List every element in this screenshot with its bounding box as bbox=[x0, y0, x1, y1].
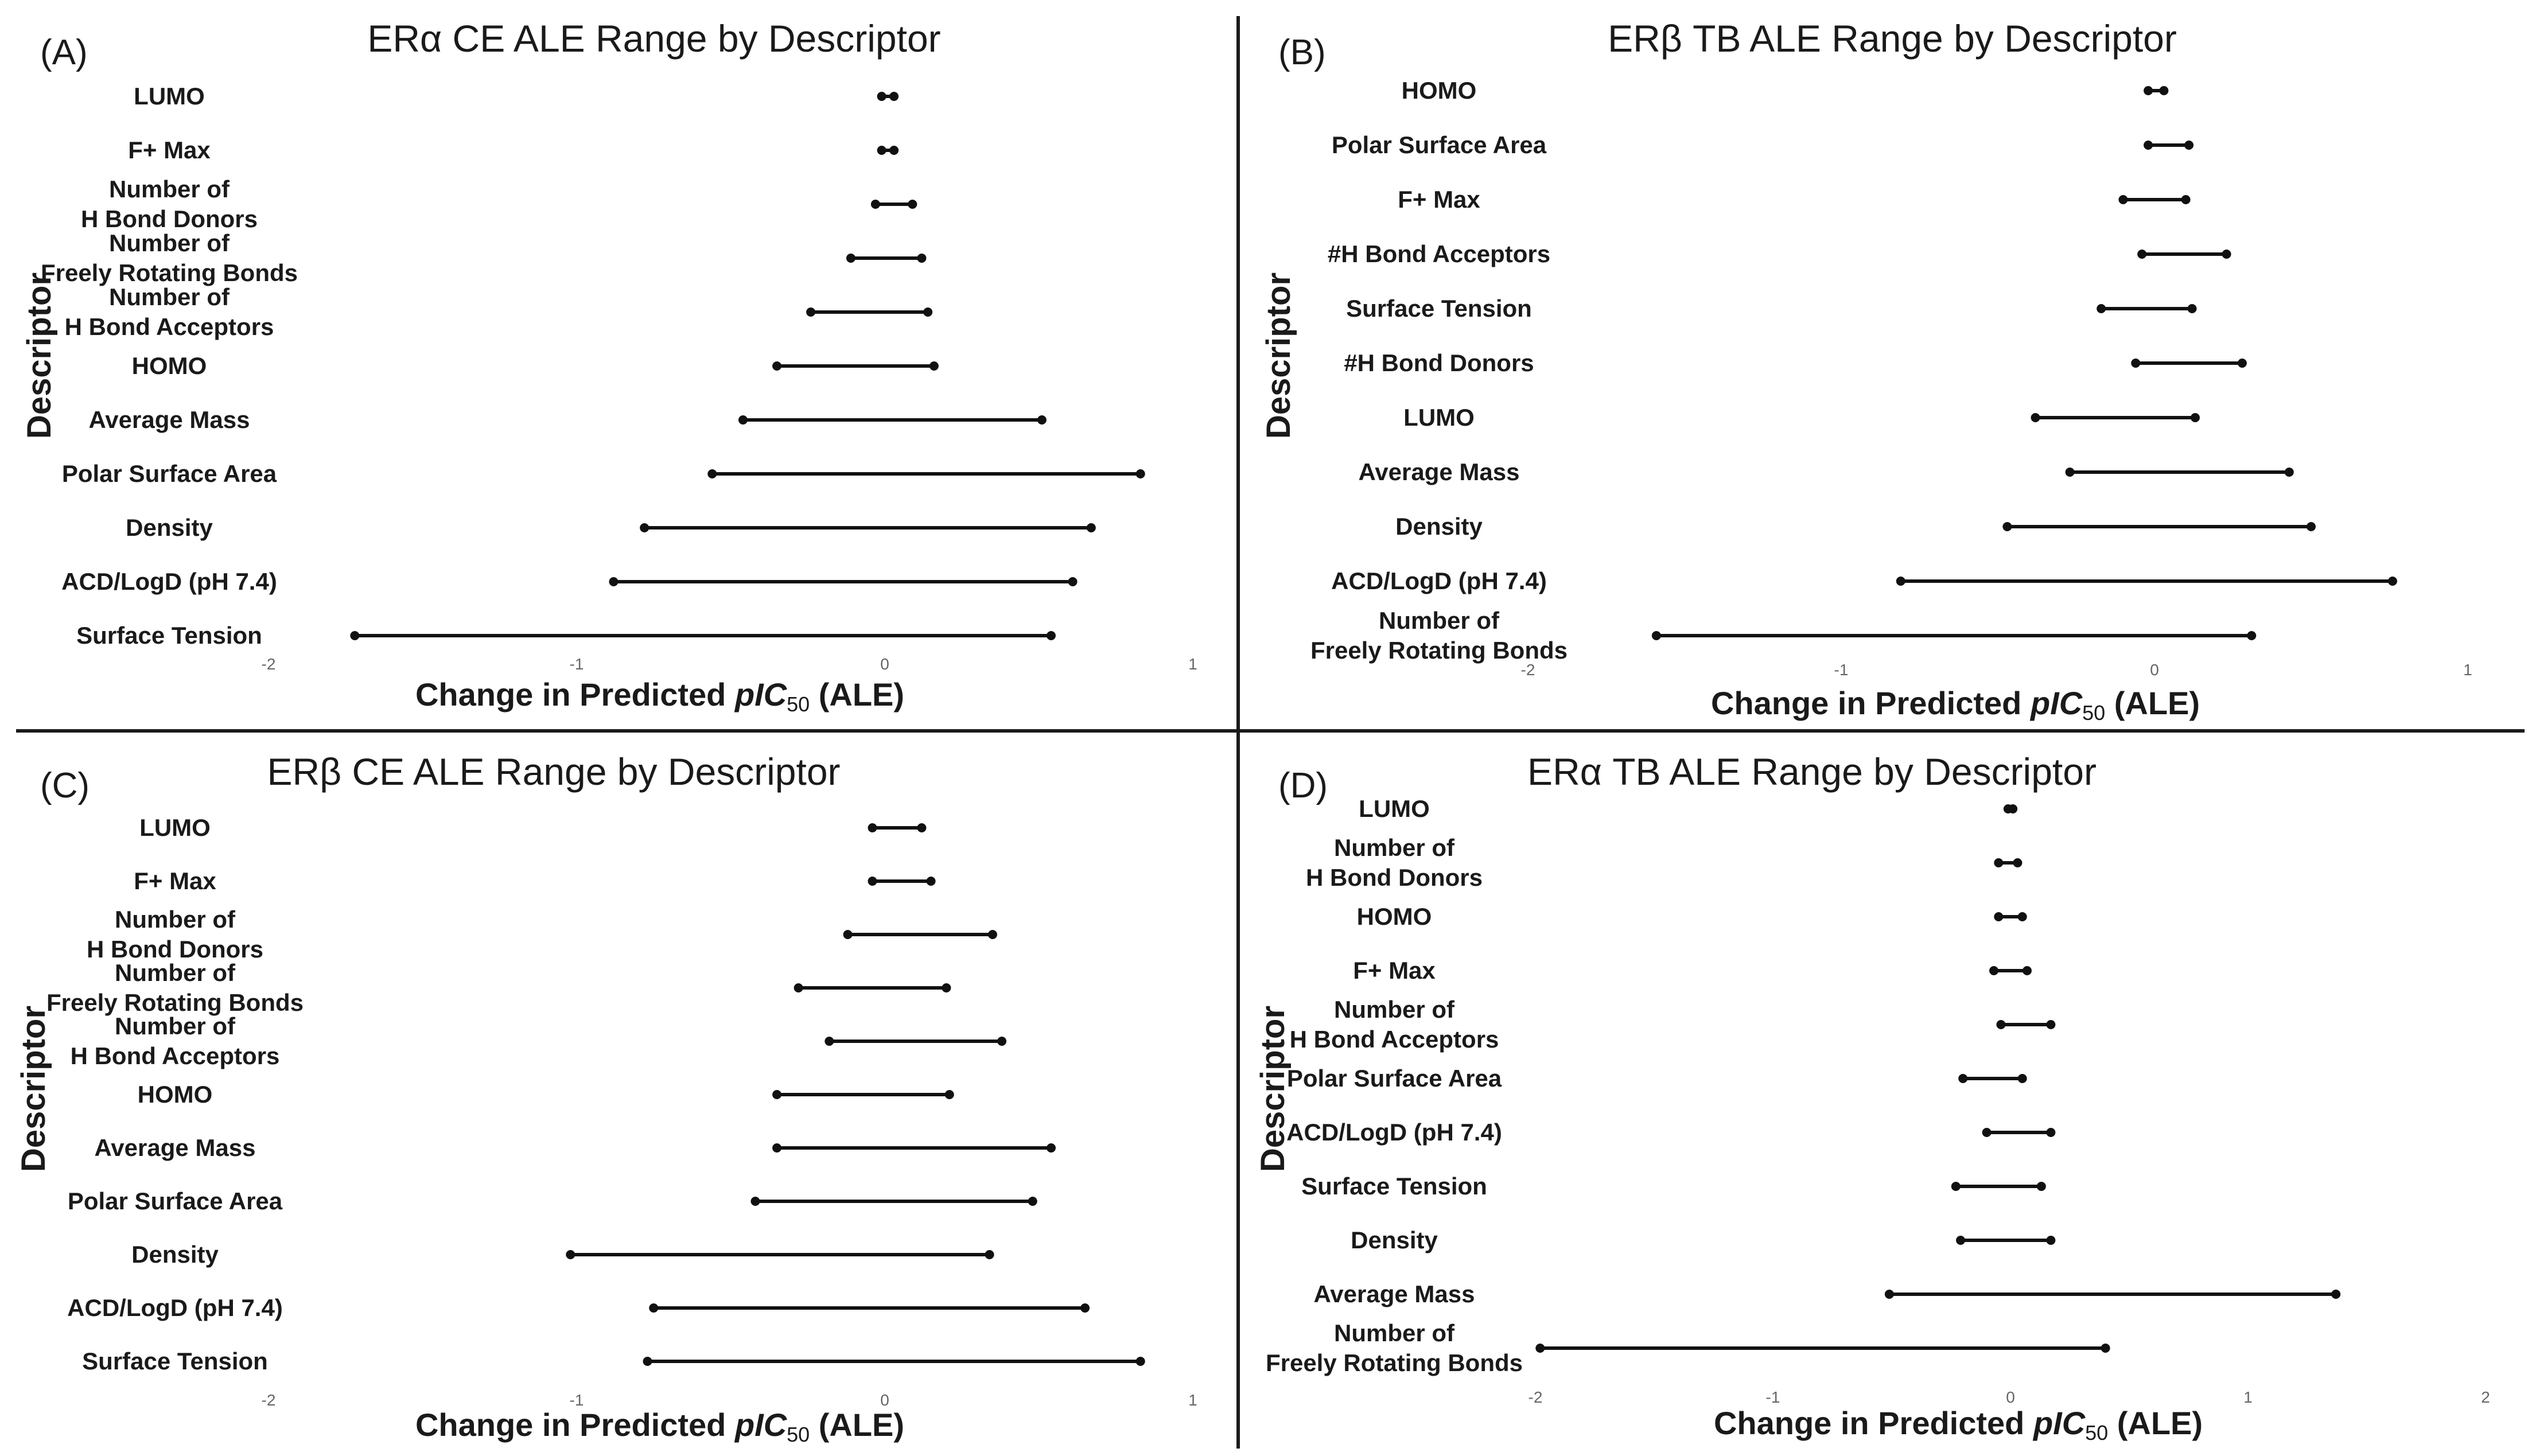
category-label: LUMO bbox=[134, 83, 205, 110]
range-min-point bbox=[1956, 1236, 1965, 1245]
range-min-point bbox=[868, 877, 877, 886]
range-min-point bbox=[2144, 86, 2153, 95]
x-tick-label: -1 bbox=[569, 655, 584, 673]
x-axis-title: Change in Predicted pIC50 (ALE) bbox=[1713, 1405, 2203, 1445]
range-max-point bbox=[889, 92, 899, 101]
category-label: Density bbox=[126, 514, 213, 541]
range-min-point bbox=[871, 200, 880, 209]
range-max-point bbox=[2191, 413, 2200, 422]
range-min-point bbox=[707, 469, 717, 478]
panel-letter: (A) bbox=[40, 33, 88, 72]
category-label: HOMO bbox=[131, 352, 207, 379]
category-label: Average Mass bbox=[1358, 458, 1520, 485]
range-min-point bbox=[2144, 141, 2153, 150]
range-min-point bbox=[2118, 195, 2128, 204]
category-label: Polar Surface Area bbox=[67, 1188, 283, 1214]
range-min-point bbox=[2131, 359, 2140, 368]
range-max-point bbox=[1028, 1197, 1037, 1206]
range-min-point bbox=[1958, 1074, 1967, 1083]
category-label: Average Mass bbox=[88, 406, 250, 433]
category-label: Polar Surface Area bbox=[1331, 131, 1547, 158]
range-max-point bbox=[917, 254, 926, 263]
range-min-point bbox=[1896, 577, 1905, 586]
range-max-point bbox=[1136, 1357, 1145, 1366]
x-axis-title: Change in Predicted pIC50 (ALE) bbox=[415, 676, 905, 716]
range-min-point bbox=[1982, 1128, 1992, 1137]
panel-letter: (C) bbox=[40, 766, 90, 805]
x-tick-label: 0 bbox=[2006, 1388, 2015, 1406]
range-min-point bbox=[772, 1143, 781, 1153]
range-min-point bbox=[843, 930, 853, 939]
range-max-point bbox=[2181, 195, 2191, 204]
category-label: HOMO bbox=[1356, 903, 1432, 930]
range-min-point bbox=[1994, 912, 2003, 921]
range-max-point bbox=[945, 1090, 954, 1099]
category-label: F+ Max bbox=[1353, 957, 1436, 984]
category-label: Average Mass bbox=[94, 1134, 256, 1161]
range-min-point bbox=[2031, 413, 2040, 422]
category-label: LUMO bbox=[139, 814, 211, 841]
range-max-point bbox=[929, 361, 939, 371]
range-min-point bbox=[877, 146, 886, 155]
range-max-point bbox=[2046, 1236, 2055, 1245]
x-tick-label: 1 bbox=[1188, 1391, 1197, 1409]
x-tick-label: -2 bbox=[1528, 1388, 1543, 1406]
category-label: Surface Tension bbox=[76, 622, 262, 649]
category-label: HOMO bbox=[1401, 77, 1477, 104]
x-tick-label: -2 bbox=[261, 1391, 276, 1409]
range-min-point bbox=[846, 254, 855, 263]
category-label: Polar Surface Area bbox=[61, 460, 277, 487]
range-min-point bbox=[806, 307, 815, 317]
range-max-point bbox=[917, 823, 926, 832]
range-max-point bbox=[2013, 858, 2022, 867]
x-axis-title: Change in Predicted pIC50 (ALE) bbox=[1710, 685, 2200, 725]
range-max-point bbox=[997, 1037, 1006, 1046]
range-min-point bbox=[1652, 631, 1661, 640]
panel-letter: (B) bbox=[1278, 33, 1326, 72]
x-tick-label: 1 bbox=[2243, 1388, 2253, 1406]
category-label: Number of H Bond Donors bbox=[81, 176, 258, 232]
range-max-point bbox=[889, 146, 899, 155]
category-label: Number of Freely Rotating Bonds bbox=[1265, 1319, 1523, 1376]
category-label: Number of H Bond Acceptors bbox=[64, 283, 274, 340]
x-tick-label: 0 bbox=[2150, 661, 2159, 679]
category-label: Number of Freely Rotating Bonds bbox=[1310, 607, 1568, 664]
range-min-point bbox=[1989, 966, 1998, 975]
category-label: ACD/LogD (pH 7.4) bbox=[1286, 1119, 1502, 1146]
range-max-point bbox=[2307, 522, 2316, 531]
range-min-point bbox=[772, 361, 781, 371]
category-label: Number of H Bond Acceptors bbox=[70, 1013, 280, 1069]
category-label: Density bbox=[131, 1241, 219, 1268]
panel-title: ERβ TB ALE Range by Descriptor bbox=[1608, 17, 2177, 60]
range-max-point bbox=[2046, 1020, 2055, 1029]
range-max-point bbox=[1136, 469, 1145, 478]
range-min-point bbox=[868, 823, 877, 832]
range-min-point bbox=[1996, 1020, 2005, 1029]
panel-title: ERα CE ALE Range by Descriptor bbox=[367, 17, 941, 60]
category-label: Number of H Bond Donors bbox=[87, 906, 263, 963]
range-min-point bbox=[1885, 1290, 1894, 1299]
panel-title: ERα TB ALE Range by Descriptor bbox=[1527, 750, 2097, 793]
range-min-point bbox=[2097, 304, 2106, 313]
range-min-point bbox=[750, 1197, 760, 1206]
category-label: ACD/LogD (pH 7.4) bbox=[61, 568, 277, 595]
range-min-point bbox=[824, 1037, 834, 1046]
range-max-point bbox=[2184, 141, 2193, 150]
x-tick-label: -1 bbox=[569, 1391, 584, 1409]
category-label: HOMO bbox=[137, 1081, 213, 1108]
range-max-point bbox=[2037, 1182, 2046, 1191]
range-max-point bbox=[2008, 804, 2017, 813]
x-tick-label: 0 bbox=[880, 655, 889, 673]
range-max-point bbox=[2285, 468, 2294, 477]
range-min-point bbox=[643, 1357, 652, 1366]
range-min-point bbox=[640, 523, 649, 532]
range-max-point bbox=[2046, 1128, 2055, 1137]
category-label: ACD/LogD (pH 7.4) bbox=[67, 1294, 283, 1321]
range-max-point bbox=[1047, 1143, 1056, 1153]
range-min-point bbox=[649, 1303, 658, 1313]
range-max-point bbox=[988, 930, 997, 939]
category-label: LUMO bbox=[1359, 795, 1430, 822]
range-min-point bbox=[609, 577, 618, 586]
category-label: #H Bond Acceptors bbox=[1327, 240, 1551, 267]
range-min-point bbox=[772, 1090, 781, 1099]
x-axis-title: Change in Predicted pIC50 (ALE) bbox=[415, 1407, 905, 1446]
range-max-point bbox=[2159, 86, 2168, 95]
range-min-point bbox=[1951, 1182, 1961, 1191]
panel-letter: (D) bbox=[1278, 766, 1328, 805]
range-max-point bbox=[1080, 1303, 1090, 1313]
category-label: Surface Tension bbox=[82, 1348, 268, 1375]
category-label: Density bbox=[1351, 1227, 1438, 1253]
range-max-point bbox=[2188, 304, 2197, 313]
category-label: Number of H Bond Donors bbox=[1306, 834, 1483, 891]
category-label: Average Mass bbox=[1313, 1280, 1475, 1307]
y-axis-title: Descriptor bbox=[1254, 1005, 1292, 1173]
range-min-point bbox=[350, 631, 359, 640]
range-max-point bbox=[923, 307, 932, 317]
category-label: #H Bond Donors bbox=[1344, 349, 1534, 376]
range-max-point bbox=[2388, 577, 2397, 586]
range-min-point bbox=[566, 1250, 575, 1259]
category-label: ACD/LogD (pH 7.4) bbox=[1331, 567, 1547, 594]
x-tick-label: -2 bbox=[261, 655, 276, 673]
range-min-point bbox=[1535, 1344, 1545, 1353]
range-max-point bbox=[2331, 1290, 2340, 1299]
range-max-point bbox=[1068, 577, 1078, 586]
range-min-point bbox=[2066, 468, 2075, 477]
range-min-point bbox=[2002, 522, 2012, 531]
x-tick-label: 0 bbox=[880, 1391, 889, 1409]
range-max-point bbox=[2101, 1344, 2110, 1353]
x-tick-label: -1 bbox=[1765, 1388, 1780, 1406]
range-min-point bbox=[2137, 250, 2146, 259]
range-max-point bbox=[2222, 250, 2231, 259]
x-tick-label: 1 bbox=[2463, 661, 2472, 679]
range-max-point bbox=[927, 877, 936, 886]
category-label: F+ Max bbox=[128, 137, 211, 163]
range-max-point bbox=[942, 983, 951, 992]
range-max-point bbox=[908, 200, 917, 209]
category-label: Density bbox=[1395, 513, 1483, 540]
category-label: F+ Max bbox=[134, 867, 216, 894]
y-axis-title: Descriptor bbox=[21, 272, 58, 439]
x-tick-label: 1 bbox=[1188, 655, 1197, 673]
range-max-point bbox=[1087, 523, 1096, 532]
category-label: Surface Tension bbox=[1346, 295, 1532, 322]
range-min-point bbox=[1994, 858, 2003, 867]
category-label: LUMO bbox=[1403, 404, 1475, 431]
x-tick-label: -1 bbox=[1834, 661, 1849, 679]
category-label: Number of Freely Rotating Bonds bbox=[40, 229, 298, 286]
range-min-point bbox=[877, 92, 886, 101]
category-label: Number of H Bond Acceptors bbox=[1289, 996, 1499, 1053]
category-label: Surface Tension bbox=[1301, 1173, 1487, 1200]
y-axis-title: Descriptor bbox=[1260, 272, 1297, 439]
range-min-point bbox=[738, 415, 748, 425]
range-max-point bbox=[2023, 966, 2032, 975]
category-label: Number of Freely Rotating Bonds bbox=[46, 959, 304, 1016]
range-max-point bbox=[985, 1250, 994, 1259]
range-max-point bbox=[1047, 631, 1056, 640]
category-label: Polar Surface Area bbox=[1286, 1065, 1502, 1092]
range-max-point bbox=[2018, 912, 2027, 921]
range-max-point bbox=[2018, 1074, 2027, 1083]
range-max-point bbox=[2238, 359, 2247, 368]
category-label: F+ Max bbox=[1398, 186, 1480, 213]
range-min-point bbox=[794, 983, 803, 992]
range-max-point bbox=[2247, 631, 2256, 640]
y-axis-title: Descriptor bbox=[15, 1005, 52, 1173]
range-max-point bbox=[1037, 415, 1047, 425]
x-tick-label: -2 bbox=[1520, 661, 1535, 679]
x-tick-label: 2 bbox=[2481, 1388, 2490, 1406]
panel-title: ERβ CE ALE Range by Descriptor bbox=[267, 750, 841, 793]
